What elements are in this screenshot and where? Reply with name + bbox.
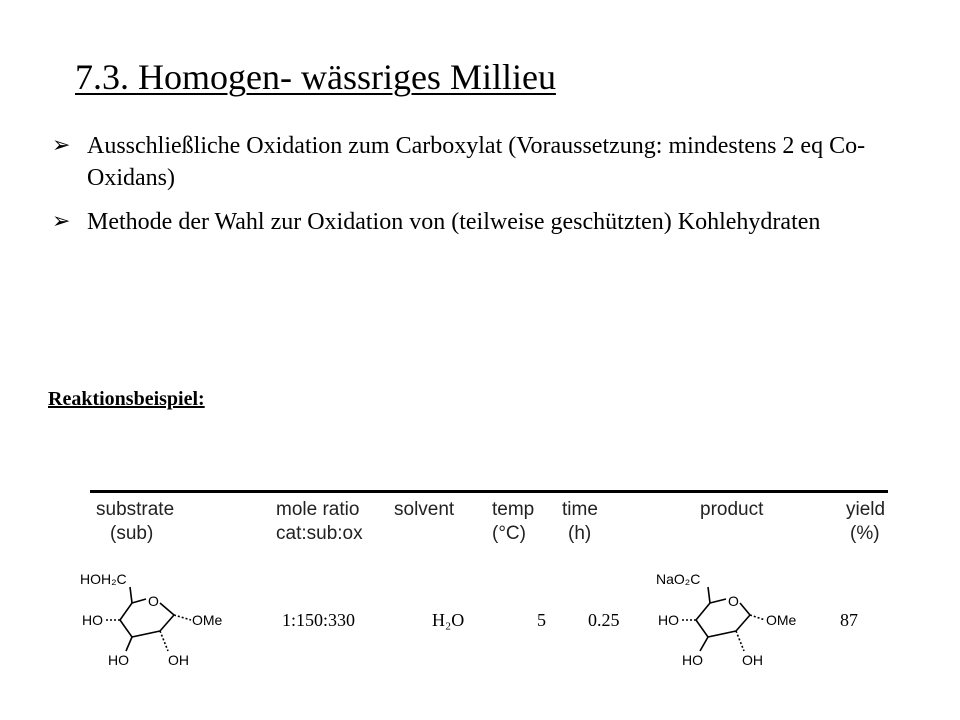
header-yield: yield (%) [846,499,886,544]
substrate-top-label: HOH₂C [80,571,127,587]
header-solvent: solvent [394,499,455,520]
bullet-list [52,130,922,250]
product-ring-oxygen: O [728,593,739,609]
header-product: product [700,499,764,520]
product-bottom-left-label: HO [682,652,703,668]
product-right-label: OMe [766,612,797,628]
substrate-bottom-left-label: HO [108,652,129,668]
substrate-structure [70,565,240,675]
header-time: time (h) [562,499,598,544]
bullet-item [52,130,922,194]
arrow-bullet-icon: ➢ [52,209,71,234]
product-top-label: NaO₂C [656,571,701,587]
product-ring-bonds [680,587,765,651]
bullet-item [52,206,922,238]
reaction-table [0,470,960,690]
bullet-text: Methode der Wahl zur Oxidation von (teilweise geschützten) Kohlehydraten [87,209,821,235]
substrate-left-label: HO [82,612,103,628]
product-bottom-right-label: OH [742,652,763,668]
header-temp: temp (°C) [492,499,535,544]
cell-temp: 5 [537,610,546,630]
substrate-ring-oxygen: O [148,593,159,609]
slide-title: 7.3. Homogen- wässriges Millieu [75,57,556,97]
cell-yield: 87 [840,610,858,630]
cell-solvent: H₂O [432,610,465,630]
substrate-bottom-right-label: OH [168,652,189,668]
substrate-right-label: OMe [192,612,223,628]
product-left-label: HO [658,612,679,628]
table-top-rule [90,490,888,493]
header-substrate: substrate (sub) [96,499,175,544]
header-mole-ratio: mole ratio cat:sub:ox [276,499,363,544]
product-structure [648,565,818,675]
arrow-bullet-icon: ➢ [52,133,71,158]
example-label: Reaktionsbeispiel: [48,388,205,410]
cell-mole-ratio: 1:150:330 [282,610,356,630]
bullet-text: Ausschließliche Oxidation zum Carboxylat (Voraussetzung: mindestens 2 eq Co- Oxidans) [87,133,866,191]
cell-time: 0.25 [588,610,620,630]
